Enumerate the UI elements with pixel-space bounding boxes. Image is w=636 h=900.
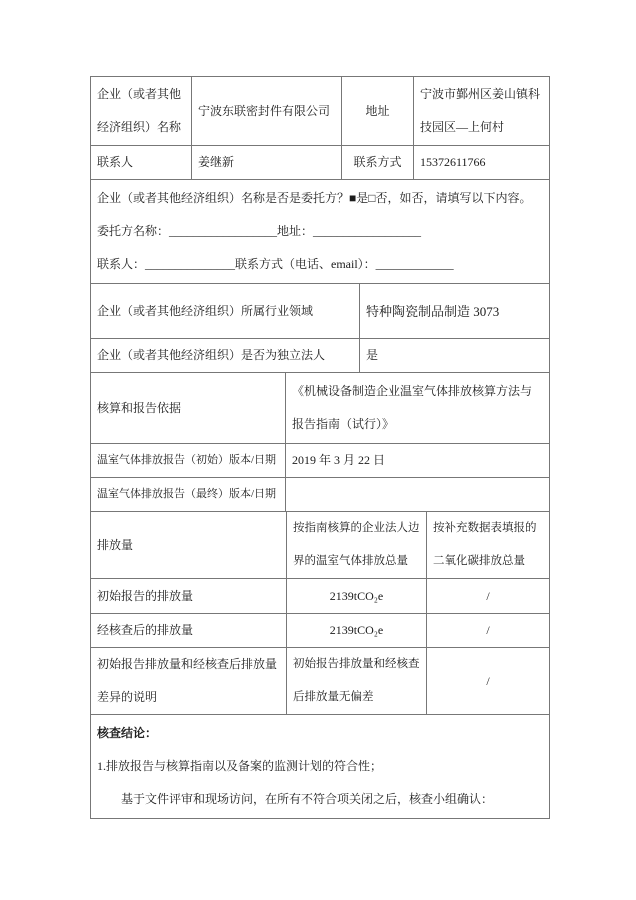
initial-emission-supp: / <box>486 588 490 603</box>
cell-company-value <box>191 77 341 145</box>
basis-value: 《机械设备制造企业温室气体排放核算方法与报告指南（试行）》 <box>292 384 533 431</box>
cell-initial-emission-value <box>286 579 426 613</box>
industry-value: 特种陶瓷制品制造 3073 <box>366 303 500 319</box>
cell-initial-report-value <box>285 444 549 477</box>
verified-emission-value: 2139tCO₂e <box>329 623 384 637</box>
legal-label: 企业（或者其他经济组织）是否为独立法人 <box>97 348 326 362</box>
difference-label: 初始报告排放量和经核查后排放量差异的说明 <box>97 657 278 704</box>
cell-basis-label <box>91 373 285 443</box>
emissions-col2-header: 按指南核算的企业法人边界的温室气体排放总量 <box>293 522 420 567</box>
cell-contact-method-label <box>341 146 413 179</box>
cell-difference-label <box>91 648 286 714</box>
final-report-label: 温室气体排放报告（最终）版本/日期 <box>97 488 277 500</box>
row-final-report <box>91 477 549 511</box>
cell-industry-value <box>359 284 549 338</box>
conclusion-item-1: 1.排放报告与核算指南以及备案的监测计划的符合性； <box>97 759 383 773</box>
cell-contact-method-value <box>413 146 549 179</box>
cell-emissions-col2-header <box>286 512 426 578</box>
row-initial-emission <box>91 578 549 613</box>
cell-final-report-value <box>285 478 549 511</box>
client-name-line: 委托方名称：__________________地址：__________________ <box>97 224 422 238</box>
cell-contact-label <box>91 146 191 179</box>
industry-label: 企业（或者其他经济组织）所属行业领域 <box>97 303 314 318</box>
cell-basis-value <box>285 373 549 443</box>
cell-contact-value <box>191 146 341 179</box>
cell-conclusion <box>91 715 549 818</box>
verified-emission-supp: / <box>486 623 490 637</box>
verified-emission-label: 经核查后的排放量 <box>97 623 194 637</box>
contact-value: 姜继新 <box>198 155 235 169</box>
row-legal-person <box>91 338 549 372</box>
legal-value: 是 <box>366 348 379 362</box>
initial-report-label: 温室气体排放报告（初始）版本/日期 <box>97 454 277 466</box>
row-verified-emission <box>91 613 549 647</box>
cell-initial-report-label <box>91 444 285 477</box>
difference-statement: 初始报告排放量和经核查后排放量无偏差 <box>293 658 420 703</box>
cell-legal-label <box>91 339 359 372</box>
company-value: 宁波东联密封件有限公司 <box>198 103 331 118</box>
cell-difference-statement <box>286 648 426 714</box>
contact-phone: 15372611766 <box>420 155 486 169</box>
initial-emission-value: 2139tCO₂e <box>329 588 384 603</box>
cell-verified-emission-supp <box>426 614 549 647</box>
difference-supp: / <box>486 673 490 688</box>
emissions-col3-header: 按补充数据表填报的二氧化碳排放总量 <box>433 522 537 567</box>
row-initial-report <box>91 443 549 477</box>
cell-emissions-label <box>91 512 286 578</box>
row-conclusion <box>91 714 549 818</box>
cell-address-label <box>341 77 413 145</box>
row-emissions-header <box>91 511 549 578</box>
address-value: 宁波市鄞州区姜山镇科技园区—上何村 <box>420 87 541 134</box>
cell-initial-emission-label <box>91 579 286 613</box>
row-difference <box>91 647 549 714</box>
client-contact-line: 联系人：_______________联系方式（电话、email）：_____________ <box>97 257 454 271</box>
cell-verified-emission-value <box>286 614 426 647</box>
cell-initial-emission-supp <box>426 579 549 613</box>
verification-summary-table <box>90 76 550 819</box>
address-label: 地址 <box>365 103 390 118</box>
row-contact <box>91 145 549 179</box>
contact-label: 联系人 <box>97 155 134 169</box>
row-industry <box>91 283 549 338</box>
cell-industry-label <box>91 284 359 338</box>
cell-legal-value <box>359 339 549 372</box>
cell-verified-emission-label <box>91 614 286 647</box>
row-company <box>91 77 549 145</box>
company-label: 企业（或者其他经济组织）名称 <box>97 87 182 134</box>
client-question-line: 企业（或者其他经济组织）名称是否是委托方？■是□否，如否，请填写以下内容。 <box>97 191 532 205</box>
cell-emissions-col3-header <box>426 512 549 578</box>
initial-report-date: 2019 年 3 月 22 日 <box>292 453 386 467</box>
contact-method-label: 联系方式 <box>353 155 402 169</box>
cell-final-report-label <box>91 478 285 511</box>
cell-address-value <box>413 77 549 145</box>
basis-label: 核算和报告依据 <box>97 400 182 415</box>
row-client-question <box>91 179 549 283</box>
emissions-label: 排放量 <box>97 537 134 552</box>
conclusion-item-2: 基于文件评审和现场访问，在所有不符合项关闭之后，核查小组确认： <box>121 792 494 806</box>
row-basis <box>91 372 549 443</box>
cell-company-label <box>91 77 191 145</box>
initial-emission-label: 初始报告的排放量 <box>97 588 194 603</box>
conclusion-title: 核查结论： <box>97 726 158 740</box>
cell-difference-supp <box>426 648 549 714</box>
cell-client-question <box>91 180 549 283</box>
